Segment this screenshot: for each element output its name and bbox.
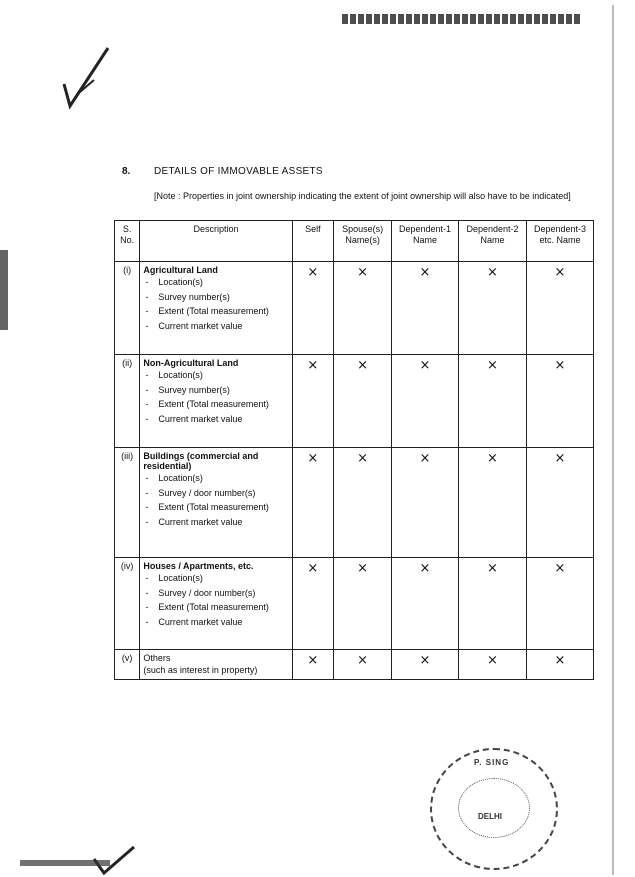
handwritten-tick-mark [60,44,120,114]
mark-self: × [292,558,334,650]
mark-spouse: × [334,558,392,650]
row-item: - Location(s) [143,473,288,485]
section-title: DETAILS OF IMMOVABLE ASSETS [154,166,323,177]
row-item: - Current market value [143,617,288,629]
row-number: (v) [115,650,140,680]
stamp-text-bottom: DELHI [478,812,502,821]
row-item: - Location(s) [143,370,288,382]
official-stamp-inner-ring [458,778,530,838]
header-dependent-2: Dependent-2 Name [458,221,526,262]
row-item: - Current market value [143,321,288,333]
mark-dependent-2: × [458,355,526,448]
row-item: - Survey / door number(s) [143,488,288,500]
row-item: - Extent (Total measurement) [143,399,288,411]
row-item: - Survey number(s) [143,292,288,304]
scan-edge-right [612,5,614,875]
row-description [140,558,292,650]
row-item: - Current market value [143,517,288,529]
mark-self: × [292,448,334,558]
row-number: (ii) [115,355,140,448]
row-item: - Current market value [143,414,288,426]
mark-spouse: × [334,355,392,448]
mark-dependent-3: × [526,262,593,355]
row-description [140,448,292,558]
mark-dependent-2: × [458,650,526,680]
row-item: - Survey / door number(s) [143,588,288,600]
row-number: (i) [115,262,140,355]
row-category: Houses / Apartments, etc. [143,561,254,571]
mark-dependent-3: × [526,448,593,558]
mark-dependent-2: × [458,448,526,558]
table-row [115,558,594,650]
row-item: - Location(s) [143,573,288,585]
header-sno: S. No. [115,221,140,262]
table-row [115,355,594,448]
scan-artifact-top [342,14,582,24]
mark-dependent-3: × [526,650,593,680]
mark-spouse: × [334,448,392,558]
header-dependent-1: Dependent-1 Name [392,221,459,262]
mark-dependent-1: × [392,448,459,558]
row-description [140,650,292,680]
mark-dependent-3: × [526,558,593,650]
table-row [115,650,594,680]
table-row [115,448,594,558]
mark-dependent-1: × [392,558,459,650]
mark-dependent-1: × [392,262,459,355]
mark-self: × [292,650,334,680]
mark-dependent-2: × [458,262,526,355]
mark-self: × [292,355,334,448]
mark-spouse: × [334,650,392,680]
header-description: Description [140,221,292,262]
section-note: [Note : Properties in joint ownership indicating the extent of joint ownership will also have to be indicated] [154,191,571,201]
table-row [115,262,594,355]
header-self: Self [292,221,334,262]
row-number: (iv) [115,558,140,650]
header-spouse: Spouse(s) Name(s) [334,221,392,262]
scan-edge-left [0,250,8,330]
row-category: Buildings (commercial and residential) [143,451,259,471]
mark-dependent-2: × [458,558,526,650]
row-item: - Extent (Total measurement) [143,306,288,318]
row-number: (iii) [115,448,140,558]
mark-self: × [292,262,334,355]
mark-dependent-1: × [392,355,459,448]
mark-dependent-1: × [392,650,459,680]
row-description [140,355,292,448]
row-category: Agricultural Land [143,265,218,275]
immovable-assets-table [114,220,594,680]
mark-dependent-3: × [526,355,593,448]
row-description [140,262,292,355]
scan-smudge-bottom [20,860,110,866]
table-header-row [115,221,594,262]
row-category: Non-Agricultural Land [143,358,239,368]
row-item: - Extent (Total measurement) [143,502,288,514]
section-number: 8. [122,166,131,177]
stamp-text-top: P. SING [474,758,510,767]
header-dependent-3: Dependent-3 etc. Name [526,221,593,262]
row-category: Others [143,653,171,663]
row-item: (such as interest in property) [143,665,258,675]
row-item: - Extent (Total measurement) [143,602,288,614]
row-item: - Survey number(s) [143,385,288,397]
row-item: - Location(s) [143,277,288,289]
mark-spouse: × [334,262,392,355]
